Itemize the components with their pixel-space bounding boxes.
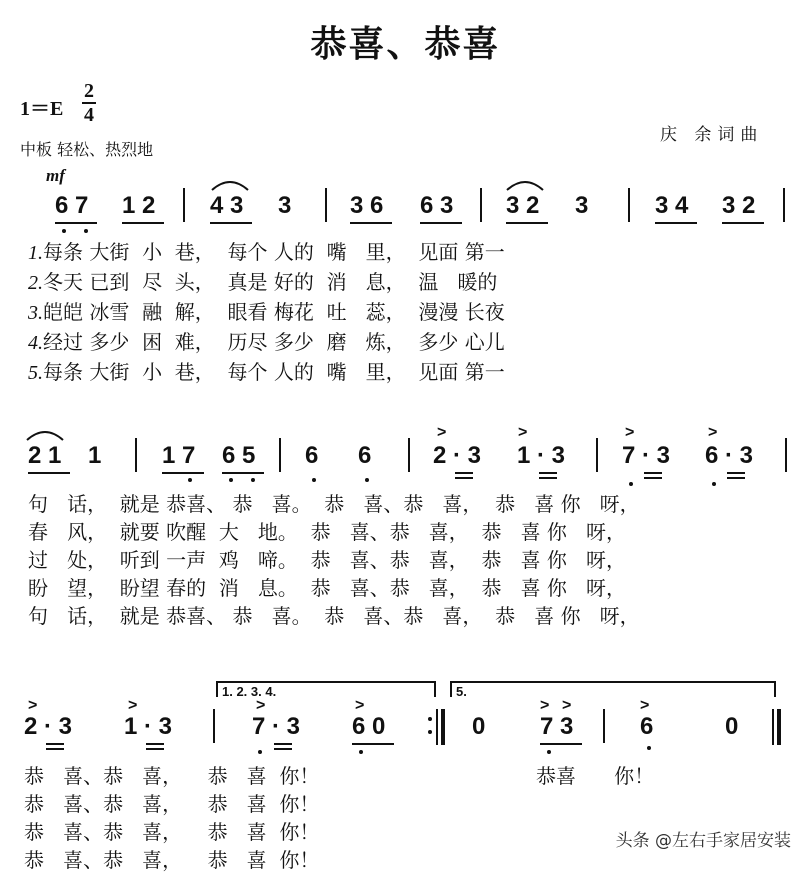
time-signature xyxy=(82,80,96,126)
note: 3 xyxy=(278,192,292,219)
note: 7 · 3 xyxy=(622,442,671,469)
low-octave-dot xyxy=(629,482,633,486)
lyric-line: 恭 喜、恭 喜， 恭 喜 你！ xyxy=(24,848,320,872)
note: 1 · 3 xyxy=(124,713,173,740)
accent-mark: > xyxy=(540,697,550,714)
note: 1 · 3 xyxy=(517,442,566,469)
final-barline xyxy=(772,709,774,745)
accent-mark: > xyxy=(128,697,138,714)
volta-bracket xyxy=(216,681,436,683)
volta-label: 5. xyxy=(456,684,467,699)
volta-bracket xyxy=(774,681,776,697)
slur xyxy=(25,428,65,442)
slur xyxy=(505,178,545,192)
low-octave-dot xyxy=(229,478,233,482)
lyric-line: 春 风， 就要 吹醒 大 地。 恭 喜、恭 喜， 恭 喜 你 呀， xyxy=(28,520,627,544)
barline xyxy=(279,438,281,472)
note: 6 xyxy=(305,442,319,469)
note: 6 · 3 xyxy=(705,442,754,469)
accent-mark: > xyxy=(437,424,447,441)
note: 6 7 xyxy=(55,192,89,219)
lyric-line: 过 处， 听到 一声 鸡 啼。 恭 喜、恭 喜， 恭 喜 你 呀， xyxy=(28,548,627,572)
volta-bracket xyxy=(450,681,776,683)
barline xyxy=(408,438,410,472)
beam xyxy=(722,222,764,224)
song-title: 恭喜、恭喜 xyxy=(310,23,501,65)
accent-mark: > xyxy=(562,697,572,714)
lyric-line: 2.冬天 已到 尽 头， 真是 好的 消 息， 温 暖的 xyxy=(28,270,498,294)
barline xyxy=(603,709,605,743)
low-octave-dot xyxy=(359,750,363,754)
composer-credit: 庆 余词曲 xyxy=(660,125,764,145)
beam xyxy=(146,748,164,750)
note: 3 2 xyxy=(722,192,756,219)
barline xyxy=(596,438,598,472)
beam xyxy=(539,472,557,474)
key-signature: 1＝E xyxy=(20,98,64,120)
note: 3 6 xyxy=(350,192,384,219)
low-octave-dot xyxy=(312,478,316,482)
accent-mark: > xyxy=(640,697,650,714)
ending-lyric: 恭喜 你！ xyxy=(536,764,655,788)
lyric-line: 1.每条 大街 小 巷， 每个 人的 嘴 里， 见面 第一 xyxy=(28,240,505,264)
low-octave-dot xyxy=(647,746,651,750)
slur xyxy=(210,178,250,192)
beam xyxy=(352,743,394,745)
beam xyxy=(644,477,662,479)
note: 0 xyxy=(725,713,739,740)
beam xyxy=(350,222,392,224)
lyric-line: 恭 喜、恭 喜， 恭 喜 你！ xyxy=(24,764,320,788)
beam xyxy=(146,743,164,745)
beam xyxy=(455,472,473,474)
low-octave-dot xyxy=(258,750,262,754)
note: 1 xyxy=(88,442,102,469)
beam xyxy=(210,222,252,224)
final-barline xyxy=(777,709,781,745)
lyric-line: 恭 喜、恭 喜， 恭 喜 你！ xyxy=(24,820,320,844)
accent-mark: > xyxy=(28,697,38,714)
tempo-marking: 中板 轻松、热烈地 xyxy=(20,140,154,159)
beam xyxy=(539,477,557,479)
note: 3 xyxy=(575,192,589,219)
low-octave-dot xyxy=(547,750,551,754)
barline xyxy=(783,188,785,222)
note: 6 xyxy=(358,442,372,469)
beam xyxy=(655,222,697,224)
beam xyxy=(28,472,70,474)
beam xyxy=(420,222,462,224)
note: 2 1 xyxy=(28,442,62,469)
barline xyxy=(183,188,185,222)
lyric-line: 3.皑皑 冰雪 融 解， 眼看 梅花 吐 蕊， 漫漫 长夜 xyxy=(28,300,505,324)
note: 6 3 xyxy=(420,192,454,219)
meter-bottom: 4 xyxy=(84,104,94,126)
repeat-dot xyxy=(428,717,432,721)
note: 3 4 xyxy=(655,192,689,219)
barline xyxy=(785,438,787,472)
beam xyxy=(727,477,745,479)
accent-mark: > xyxy=(625,424,635,441)
note: 6 0 xyxy=(352,713,386,740)
watermark: 头条 @左右手家居安装 xyxy=(615,831,791,851)
note: 7 3 xyxy=(540,713,574,740)
beam xyxy=(506,222,548,224)
low-octave-dot xyxy=(188,478,192,482)
barline xyxy=(213,709,215,743)
repeat-dot xyxy=(428,730,432,734)
note: 1 2 xyxy=(122,192,156,219)
beam xyxy=(46,743,64,745)
dynamic-marking: mf xyxy=(46,166,65,185)
beam xyxy=(46,748,64,750)
note: 6 xyxy=(640,713,654,740)
low-octave-dot xyxy=(62,229,66,233)
note: 2 · 3 xyxy=(24,713,73,740)
low-octave-dot xyxy=(251,478,255,482)
note: 3 2 xyxy=(506,192,540,219)
accent-mark: > xyxy=(256,697,266,714)
beam xyxy=(122,222,164,224)
volta-bracket xyxy=(434,681,436,697)
beam xyxy=(55,222,97,224)
beam xyxy=(540,743,582,745)
beam xyxy=(727,472,745,474)
low-octave-dot xyxy=(84,229,88,233)
lyric-line: 5.每条 大街 小 巷， 每个 人的 嘴 里， 见面 第一 xyxy=(28,360,505,384)
volta-bracket xyxy=(450,681,452,697)
barline xyxy=(135,438,137,472)
note: 2 · 3 xyxy=(433,442,482,469)
beam xyxy=(162,472,204,474)
note: 1 7 xyxy=(162,442,196,469)
barline xyxy=(325,188,327,222)
repeat-barline xyxy=(441,709,445,745)
note: 0 xyxy=(472,713,486,740)
accent-mark: > xyxy=(355,697,365,714)
barline xyxy=(628,188,630,222)
beam xyxy=(455,477,473,479)
low-octave-dot xyxy=(365,478,369,482)
beam xyxy=(274,748,292,750)
beam xyxy=(222,472,264,474)
accent-mark: > xyxy=(708,424,718,441)
lyric-line: 恭 喜、恭 喜， 恭 喜 你！ xyxy=(24,792,320,816)
note: 7 · 3 xyxy=(252,713,301,740)
beam xyxy=(274,743,292,745)
volta-label: 1. 2. 3. 4. xyxy=(222,684,277,699)
note: 4 3 xyxy=(210,192,244,219)
lyric-line: 4.经过 多少 困 难， 历尽 多少 磨 炼， 多少 心儿 xyxy=(28,330,505,354)
lyric-line: 句 话， 就是 恭喜、 恭 喜。 恭 喜、恭 喜， 恭 喜 你 呀， xyxy=(28,492,640,516)
meter-top: 2 xyxy=(84,80,94,102)
beam xyxy=(644,472,662,474)
note: 6 5 xyxy=(222,442,256,469)
accent-mark: > xyxy=(518,424,528,441)
barline xyxy=(480,188,482,222)
lyric-line: 句 话， 就是 恭喜、 恭 喜。 恭 喜、恭 喜， 恭 喜 你 呀， xyxy=(28,604,640,628)
low-octave-dot xyxy=(712,482,716,486)
lyric-line: 盼 望， 盼望 春的 消 息。 恭 喜、恭 喜， 恭 喜 你 呀， xyxy=(28,576,627,600)
repeat-barline xyxy=(436,709,438,745)
volta-bracket xyxy=(216,681,218,697)
